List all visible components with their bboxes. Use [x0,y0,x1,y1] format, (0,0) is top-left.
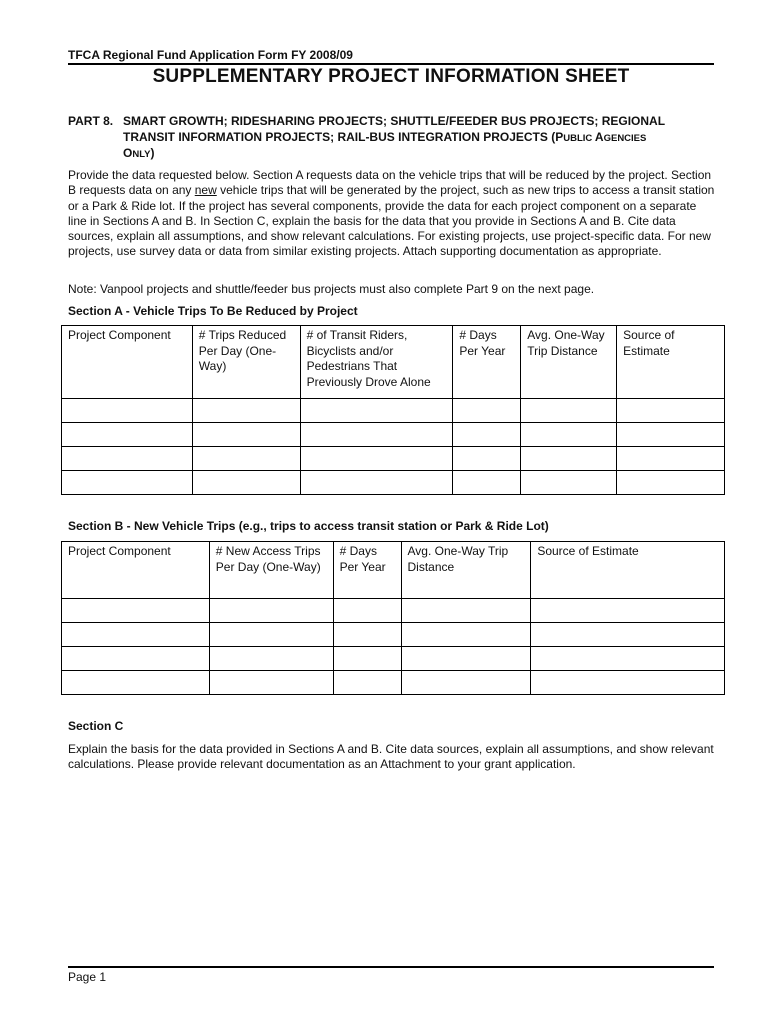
page-title: SUPPLEMENTARY PROJECT INFORMATION SHEET [152,66,630,87]
entry-cell[interactable] [401,599,531,623]
entry-cell[interactable] [531,599,725,623]
entry-cell[interactable] [62,423,193,447]
section-c-text: Explain the basis for the data provided in Sections A and B. Cite data sources, explain all assumptions, and show relevant calculations. Please provide relevant documentation as an Attachment to your grant application. [68,742,714,772]
section-b-col-header: Project Component [62,542,210,599]
table-row [62,623,725,647]
section-a-table [61,325,725,495]
entry-cell[interactable] [617,423,725,447]
table-row [62,423,725,447]
entry-cell[interactable] [333,623,401,647]
entry-cell[interactable] [521,471,617,495]
section-a-col-header: Source of Estimate [617,326,725,399]
part-title-small: NLY [132,149,151,160]
section-b-col-header: Avg. One-Way Trip Distance [401,542,531,599]
entry-cell[interactable] [333,599,401,623]
entry-cell[interactable] [401,671,531,695]
entry-cell[interactable] [521,399,617,423]
table-row [62,647,725,671]
instructions-text: vehicle trips that will be generated by the project, such as new trips to access a transit station or a Park & Ride lot. If the project has several components, provide the data for each project component on a separate line in Sections A and B. In Section C, explain the basis for the data that you provide in Sections A and B. Cite data sources, explain all assumptions, and show relevant calculations. For existing projects, use project-specific data. For new projects, use survey data or data from similar existing projects. Attach supporting documentation as appropriate. [68,183,715,259]
section-c-heading: Section C [68,719,124,733]
entry-cell[interactable] [453,423,521,447]
section-a-col-header: # Days Per Year [453,326,521,399]
part-title-cap: P [555,129,564,144]
entry-cell[interactable] [531,647,725,671]
entry-cell[interactable] [401,623,531,647]
entry-cell[interactable] [192,447,300,471]
part-title-cap: O [123,146,133,160]
table-row [62,447,725,471]
part-title-small: UBLIC [563,132,595,144]
section-a-col-header: Project Component [62,326,193,399]
entry-cell[interactable] [300,423,453,447]
form-header-title: TFCA Regional Fund Application Form FY 2008/09 [68,48,353,62]
instructions-text: Provide the data requested below. Section A requests data on the vehicle trips that will be reduced by the project. Section B requests data on any [68,168,712,198]
section-b-table [61,541,725,695]
entry-cell[interactable] [209,647,333,671]
entry-cell[interactable] [617,447,725,471]
part-title-small: GENCIES [603,132,647,144]
section-a-col-header: Avg. One-Way Trip Distance [521,326,617,399]
section-b-col-header: # New Access Trips Per Day (One-Way) [209,542,333,599]
entry-cell[interactable] [62,647,210,671]
entry-cell[interactable] [62,599,210,623]
part-number: PART 8. [68,114,114,128]
entry-cell[interactable] [62,471,193,495]
entry-cell[interactable] [531,671,725,695]
entry-cell[interactable] [617,471,725,495]
entry-cell[interactable] [209,671,333,695]
instructions-paragraph [68,168,718,260]
entry-cell[interactable] [333,647,401,671]
part-title-cap: A [594,129,604,144]
entry-cell[interactable] [453,399,521,423]
page-number: Page 1 [68,970,107,984]
entry-cell[interactable] [192,471,300,495]
entry-cell[interactable] [209,599,333,623]
entry-cell[interactable] [453,447,521,471]
entry-cell[interactable] [333,671,401,695]
section-a-header-row [62,326,725,399]
table-row [62,399,725,423]
part-heading [68,114,718,163]
section-a-col-header: # Trips Reduced Per Day (One-Way) [192,326,300,399]
vanpool-note: Note: Vanpool projects and shuttle/feeder bus projects must also complete Part 9 on the next page. [68,282,595,296]
entry-cell[interactable] [300,399,453,423]
section-b-col-header: Source of Estimate [531,542,725,599]
part-title [123,114,718,163]
entry-cell[interactable] [62,623,210,647]
entry-cell[interactable] [531,623,725,647]
entry-cell[interactable] [617,399,725,423]
section-a-col-header: # of Transit Riders, Bicyclists and/or Pedestrians That Previously Drove Alone [300,326,453,399]
table-row [62,671,725,695]
entry-cell[interactable] [453,471,521,495]
header-divider [68,63,714,65]
table-row [62,471,725,495]
entry-cell[interactable] [62,671,210,695]
part-title-close: ) [150,146,155,160]
entry-cell[interactable] [192,399,300,423]
entry-cell[interactable] [300,447,453,471]
section-a-heading: Section A - Vehicle Trips To Be Reduced by Project [68,304,358,318]
section-b-header-row [62,542,725,599]
footer-divider [68,966,714,968]
entry-cell[interactable] [300,471,453,495]
entry-cell[interactable] [521,423,617,447]
entry-cell[interactable] [401,647,531,671]
entry-cell[interactable] [192,423,300,447]
entry-cell[interactable] [62,399,193,423]
section-b-heading: Section B - New Vehicle Trips (e.g., trips to access transit station or Park & Ride Lot) [68,519,549,533]
entry-cell[interactable] [209,623,333,647]
entry-cell[interactable] [521,447,617,471]
section-b-col-header: # Days Per Year [333,542,401,599]
instructions-new-underlined: new [194,183,217,198]
table-row [62,599,725,623]
part-title-main: SMART GROWTH; RIDESHARING PROJECTS; SHUTTLE/FEEDER BUS PROJECTS; REGIONAL TRANSIT INFORMATION PROJECTS; RAIL-BUS INTEGRATION PROJECTS ( [123,114,665,144]
entry-cell[interactable] [62,447,193,471]
